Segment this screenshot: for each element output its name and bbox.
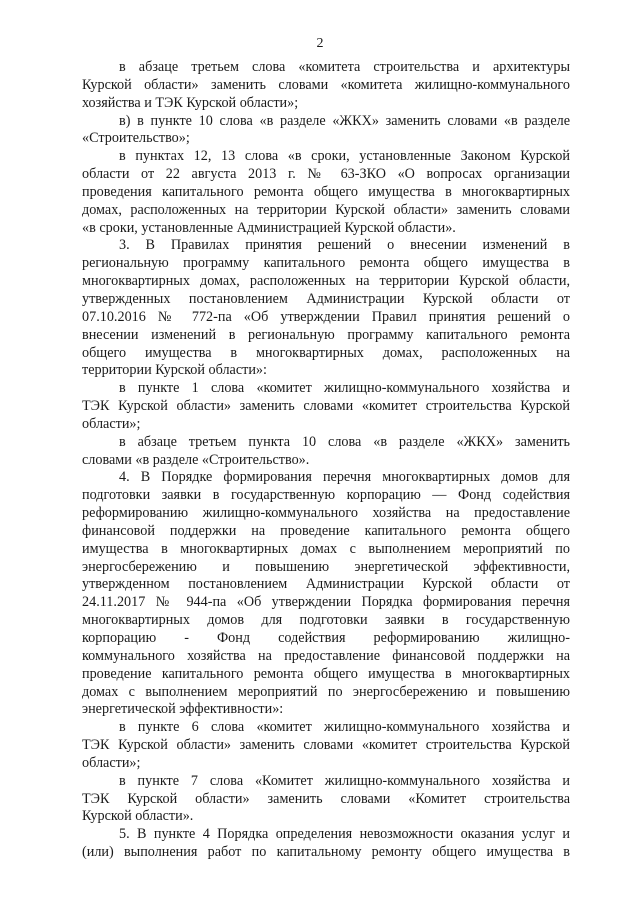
text-line: 5. В пункте 4 Порядка определения невозможности оказания услуг и: [119, 826, 570, 843]
text-line: многоквартирных домов для подготовки заявки в государственную: [82, 612, 570, 629]
paragraph: [82, 148, 570, 237]
document-body: [82, 59, 570, 862]
page-number: 2: [316, 36, 324, 51]
text-line: проведения капитального ремонта общего имущества в многоквартирных: [82, 183, 570, 200]
text-line: имущества в многоквартирных домах с выполнением мероприятий по: [82, 540, 570, 557]
text-line: в пунктах 12, 13 слова «в сроки, установленные Законом Курской: [119, 148, 570, 165]
text-line: региональную программу капитального ремонта общего имущества в: [82, 255, 570, 272]
text-line: в) в пункте 10 слова «в разделе «ЖКХ» заменить словами «в разделе: [119, 112, 570, 129]
text-line: в пункте 1 слова «комитет жилищно-коммунального хозяйства и: [119, 380, 570, 397]
text-line: Курской области».: [82, 808, 194, 825]
text-line: ТЭК Курской области» заменить словами «комитет строительства Курской: [82, 737, 570, 754]
paragraph: [82, 59, 570, 113]
text-line: 4. В Порядке формирования перечня многоквартирных домов для: [119, 469, 570, 486]
paragraph: [82, 434, 570, 470]
text-line: (или) выполнения работ по капитальному ремонту общего имущества в: [82, 844, 570, 861]
text-line: проведение капитального ремонта общего имущества в многоквартирных: [82, 665, 570, 682]
text-line: ТЭК Курской области» заменить словами «комитет строительства Курской: [82, 398, 570, 415]
text-line: утвержденных постановлением Администрации Курской области от: [82, 290, 570, 307]
paragraph: [82, 237, 570, 380]
paragraph: [82, 469, 570, 719]
text-line: 3. В Правилах принятия решений о внесении изменений в: [119, 237, 570, 254]
text-line: в абзаце третьем пункта 10 слова «в разделе «ЖКХ» заменить: [119, 433, 570, 450]
text-line: «в сроки, установленные Администрацией Курской области».: [82, 219, 456, 236]
text-line: общего имущества в многоквартирных домах, расположенных на: [82, 344, 570, 361]
text-line: подготовки заявки в государственную корпорацию — Фонд содействия: [82, 487, 570, 504]
text-line: 07.10.2016 № 772-па «Об утверждении Правил принятия решений о: [82, 308, 570, 325]
text-line: области»;: [82, 754, 141, 771]
text-line: финансовой поддержки на проведение капитального ремонта общего: [82, 522, 570, 539]
text-line: домах с выполнением мероприятий по энергосбережению и повышению: [82, 683, 570, 700]
text-line: реформированию жилищно-коммунального хозяйства на предоставление: [82, 505, 570, 522]
text-line: «Строительство»;: [82, 130, 190, 147]
text-line: утвержденном постановлением Администрации Курской области от: [82, 576, 570, 593]
paragraph: [82, 719, 570, 773]
text-line: энергосбережению и повышению энергетической эффективности,: [82, 558, 570, 575]
text-line: области от 22 августа 2013 г. № 63-ЗКО «О вопросах организации: [82, 166, 570, 183]
text-line: энергетической эффективности»:: [82, 701, 284, 718]
text-line: коммунального хозяйства на предоставление финансовой поддержки на: [82, 647, 570, 664]
text-line: домах, расположенных на территории Курской области» заменить словами: [82, 201, 570, 218]
text-line: Курской области» заменить словами «комитета жилищно-коммунального: [82, 76, 570, 93]
text-line: ТЭК Курской области» заменить словами «Комитет строительства: [82, 790, 570, 807]
text-line: в пункте 7 слова «Комитет жилищно-коммунального хозяйства и: [119, 772, 570, 789]
paragraph: [82, 826, 570, 862]
text-line: многоквартирных домах, расположенных на территории Курской области,: [82, 273, 570, 290]
text-line: территории Курской области»:: [82, 362, 267, 379]
text-line: корпорацию - Фонд содействия реформированию жилищно-: [82, 630, 570, 646]
text-line: в абзаце третьем слова «комитета строительства и архитектуры: [119, 59, 570, 75]
paragraph: [82, 773, 570, 827]
paragraph: [82, 113, 570, 149]
paragraph: [82, 380, 570, 434]
text-line: внесении изменений в региональную программу капитального ремонта: [82, 326, 570, 343]
text-line: 24.11.2017 № 944-па «Об утверждении Порядка формирования перечня: [82, 594, 570, 611]
text-line: словами «в разделе «Строительство».: [82, 451, 310, 468]
text-line: в пункте 6 слова «комитет жилищно-коммунального хозяйства и: [119, 719, 570, 736]
text-line: хозяйства и ТЭК Курской области»;: [82, 94, 299, 111]
text-line: области»;: [82, 415, 141, 432]
